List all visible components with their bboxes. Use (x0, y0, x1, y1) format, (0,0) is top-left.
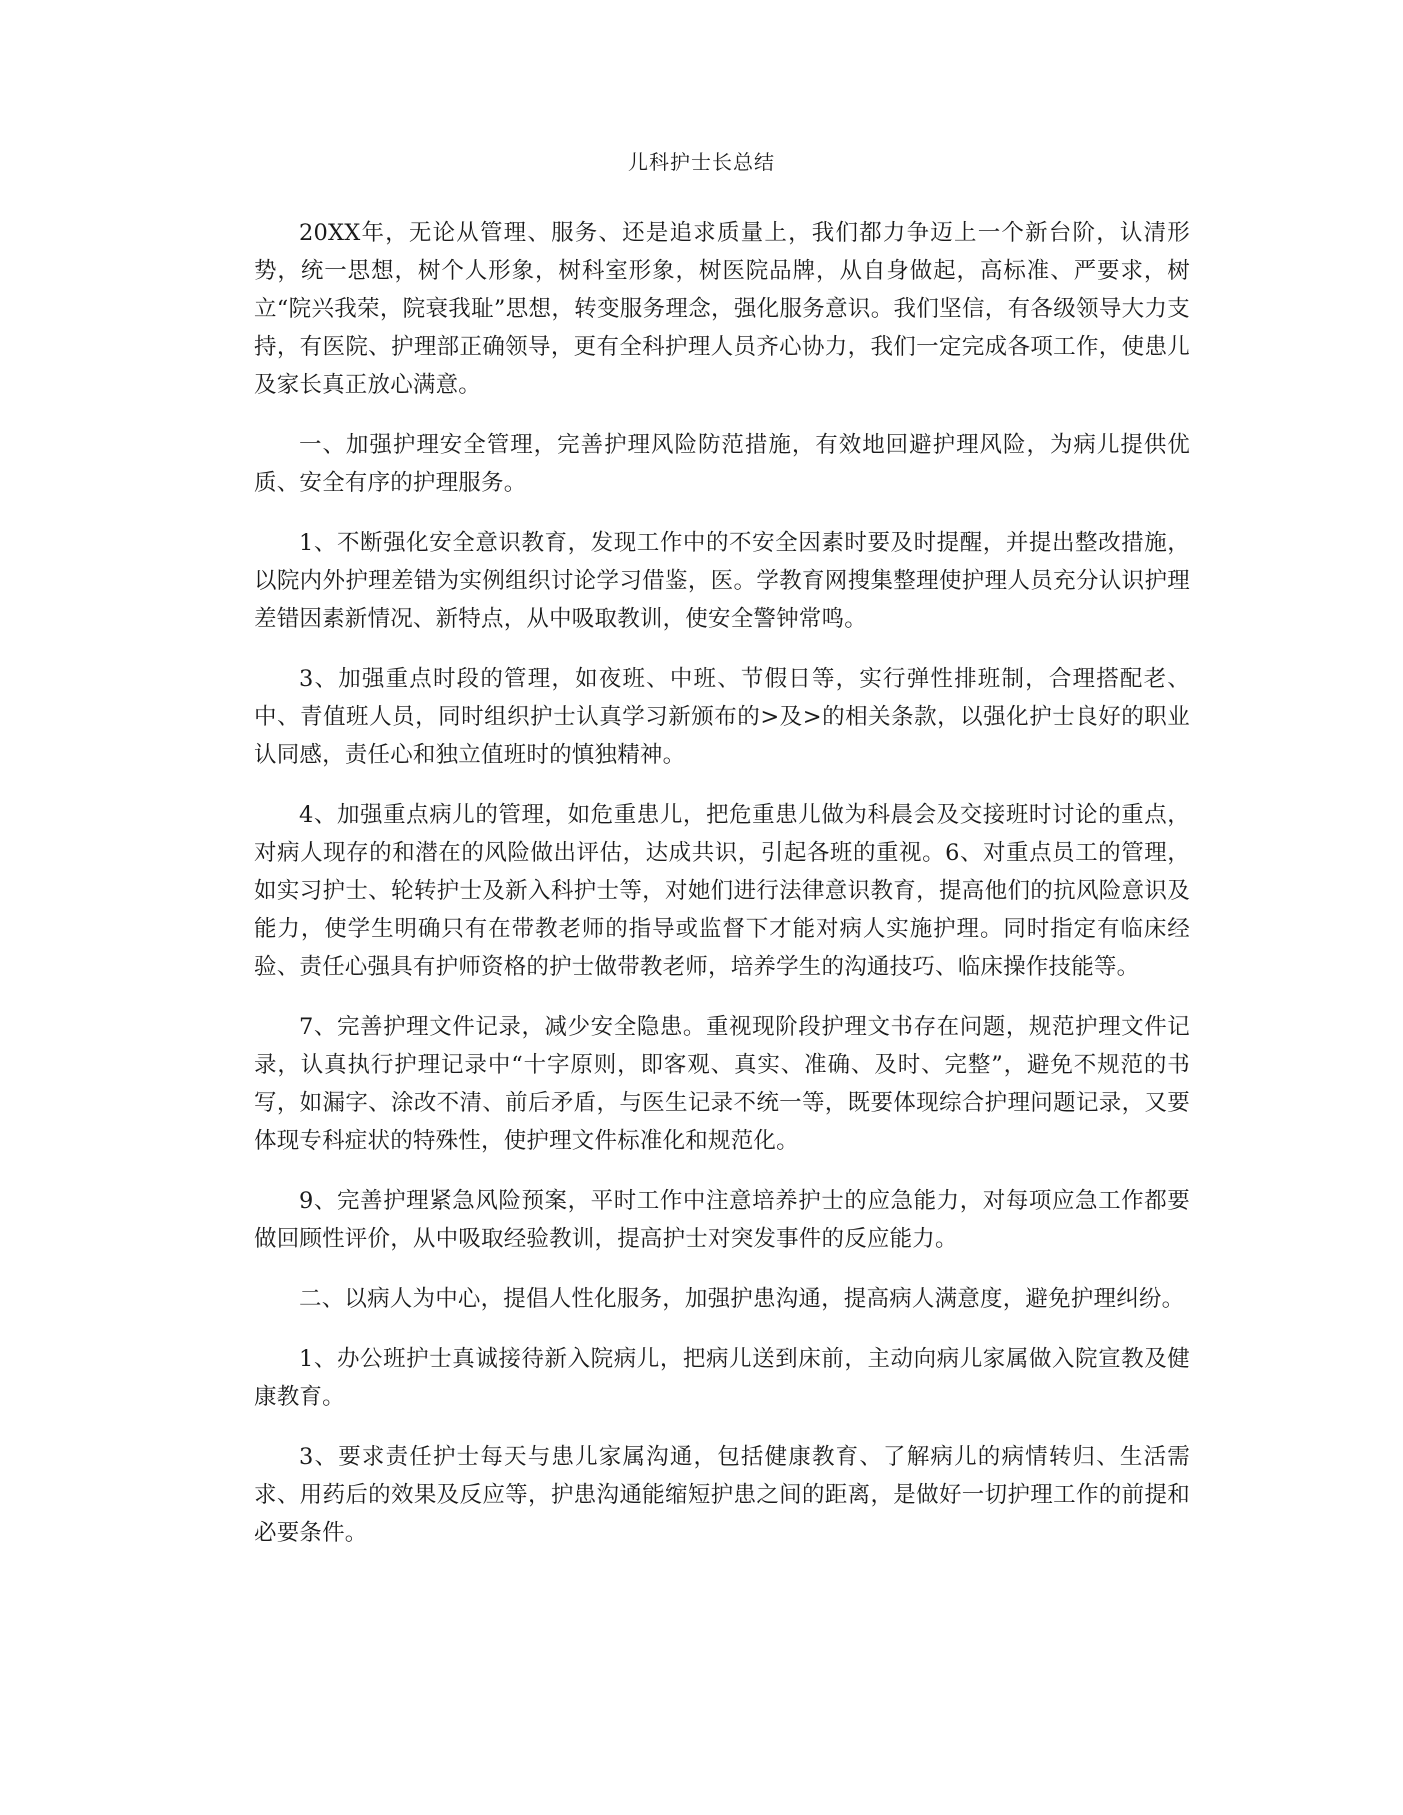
paragraph-item-4: 4、加强重点病儿的管理，如危重患儿，把危重患儿做为科晨会及交接班时讨论的重点，对病人现存的和潜在的风险做出评估，达成共识，引起各班的重视。6、对重点员工的管理，如实习护士、轮转护士及新入科护士等，对她们进行法律意识教育，提高他们的抗风险意识及能力，使学生明确只有在带教老师的指导或监督下才能对病人实施护理。同时指定有临床经验、责任心强具有护师资格的护士做带教老师，培养学生的沟通技巧、临床操作技能等。 (254, 802, 1190, 980)
paragraph-section-2-item-3: 3、要求责任护士每天与患儿家属沟通，包括健康教育、了解病儿的病情转归、生活需求、用药后的效果及反应等，护患沟通能缩短护患之间的距离，是做好一切护理工作的前提和必要条件。 (254, 1444, 1190, 1546)
paragraph-item-9: 9、完善护理紧急风险预案，平时工作中注意培养护士的应急能力，对每项应急工作都要做回顾性评价，从中吸取经验教训，提高护士对突发事件的反应能力。 (254, 1188, 1190, 1252)
paragraph-item-3: 3、加强重点时段的管理，如夜班、中班、节假日等，实行弹性排班制，合理搭配老、中、青值班人员，同时组织护士认真学习新颁布的>及>的相关条款，以强化护士良好的职业认同感，责任心和独立值班时的慎独精神。 (254, 666, 1190, 768)
document-title: 儿科护士长总结 (628, 150, 775, 174)
document-body (254, 214, 1190, 1574)
paragraph-section-2-item-1: 1、办公班护士真诚接待新入院病儿，把病儿送到床前，主动向病儿家属做入院宣教及健康教育。 (254, 1346, 1190, 1410)
paragraph-section-1-heading: 一、加强护理安全管理，完善护理风险防范措施，有效地回避护理风险，为病儿提供优质、安全有序的护理服务。 (254, 432, 1190, 496)
paragraph-item-1: 1、不断强化安全意识教育，发现工作中的不安全因素时要及时提醒，并提出整改措施，以院内外护理差错为实例组织讨论学习借鉴，医。学教育网搜集整理使护理人员充分认识护理差错因素新情况、新特点，从中吸取教训，使安全警钟常鸣。 (254, 530, 1190, 632)
paragraph-intro: 20XX年，无论从管理、服务、还是追求质量上，我们都力争迈上一个新台阶，认清形势，统一思想，树个人形象，树科室形象，树医院品牌，从自身做起，高标准、严要求，树立“院兴我荣，院衰我耻”思想，转变服务理念，强化服务意识。我们坚信，有各级领导大力支持，有医院、护理部正确领导，更有全科护理人员齐心协力，我们一定完成各项工作，使患儿及家长真正放心满意。 (254, 220, 1190, 398)
paragraph-section-2-heading: 二、以病人为中心，提倡人性化服务，加强护患沟通，提高病人满意度，避免护理纠纷。 (299, 1286, 1185, 1312)
paragraph-item-7: 7、完善护理文件记录，减少安全隐患。重视现阶段护理文书存在问题，规范护理文件记录，认真执行护理记录中“十字原则，即客观、真实、准确、及时、完整”，避免不规范的书写，如漏字、涂改不清、前后矛盾，与医生记录不统一等，既要体现综合护理问题记录，又要体现专科症状的特殊性，使护理文件标准化和规范化。 (254, 1014, 1190, 1154)
